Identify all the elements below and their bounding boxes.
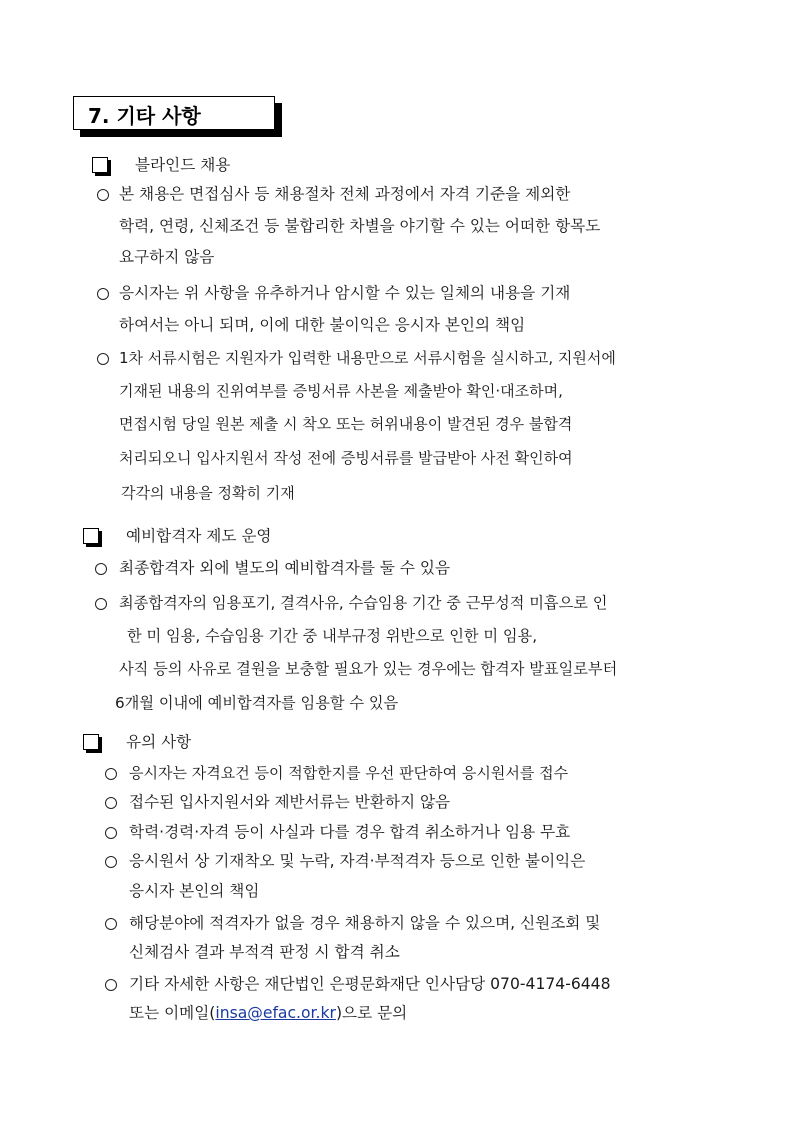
text-line: 처리되오니 입사지원서 작성 전에 증빙서류를 발급받아 사전 확인하여 (119, 449, 573, 467)
text-line: 최종합격자 외에 별도의 예비합격자를 둘 수 있음 (119, 559, 451, 577)
heading-reserve-candidates: 예비합격자 제도 운영 (126, 527, 272, 545)
heading-notes: 유의 사항 (126, 733, 192, 751)
email-link[interactable]: insa@efac.or.kr (215, 1004, 336, 1022)
text-line: 응시자 본인의 책임 (129, 882, 260, 900)
text-line: 사직 등의 사유로 결원을 보충할 필요가 있는 경우에는 합격자 발표일로부터 (119, 660, 618, 678)
circle-bullet-icon (105, 827, 117, 839)
text-line: 응시자는 위 사항을 유추하거나 암시할 수 있는 일체의 내용을 기재 (119, 284, 571, 302)
checkbox-square-icon (83, 528, 99, 544)
heading-blind-hiring: 블라인드 채용 (135, 156, 231, 174)
circle-bullet-icon (105, 856, 117, 868)
text-line: 1차 서류시험은 지원자가 입력한 내용만으로 서류시험을 실시하고, 지원서에 (119, 349, 616, 367)
circle-bullet-icon (105, 918, 117, 930)
circle-bullet-icon (95, 598, 107, 610)
circle-bullet-icon (105, 797, 117, 809)
text-line: 면접시험 당일 원본 제출 시 착오 또는 허위내용이 발견된 경우 불합격 (119, 415, 573, 433)
text-line: 최종합격자의 임용포기, 결격사유, 수습임용 기간 중 근무성적 미흡으로 인 (119, 594, 608, 612)
text-line: 각각의 내용을 정확히 기재 (121, 484, 295, 502)
checkbox-square-icon (83, 734, 99, 750)
checkbox-square-icon (92, 157, 108, 173)
section-title-box (73, 96, 275, 130)
text-line: 응시자는 자격요건 등이 적합한지를 우선 판단하여 응시원서를 접수 (129, 764, 569, 782)
circle-bullet-icon (105, 768, 117, 780)
contact-suffix: )으로 문의 (335, 1004, 408, 1022)
section-title: 7. 기타 사항 (88, 104, 201, 128)
text-line: 응시원서 상 기재착오 및 누락, 자격·부적격자 등으로 인한 불이익은 (129, 852, 586, 870)
text-line: 접수된 입사지원서와 제반서류는 반환하지 않음 (129, 793, 451, 811)
circle-bullet-icon (97, 189, 109, 201)
text-line: 6개월 이내에 예비합격자를 임용할 수 있음 (115, 694, 399, 712)
text-line: 학력, 연령, 신체조건 등 불합리한 차별을 야기할 수 있는 어떠한 항목도 (119, 217, 601, 235)
circle-bullet-icon (95, 563, 107, 575)
text-line: 본 채용은 면접심사 등 채용절차 전체 과정에서 자격 기준을 제외한 (119, 185, 571, 203)
text-line: 기타 자세한 사항은 재단법인 은평문화재단 인사담당 070-4174-6448 (129, 975, 611, 993)
circle-bullet-icon (105, 979, 117, 991)
text-line: 하여서는 아니 되며, 이에 대한 불이익은 응시자 본인의 책임 (119, 316, 526, 334)
circle-bullet-icon (97, 353, 109, 365)
contact-prefix: 또는 이메일( (129, 1004, 216, 1022)
text-line: 신체검사 결과 부적격 판정 시 합격 취소 (129, 943, 400, 961)
text-line: 학력·경력·자격 등이 사실과 다를 경우 합격 취소하거나 임용 무효 (129, 823, 571, 841)
contact-line (129, 1002, 407, 1024)
circle-bullet-icon (97, 288, 109, 300)
text-line: 기재된 내용의 진위여부를 증빙서류 사본을 제출받아 확인·대조하며, (119, 382, 563, 400)
text-line: 해당분야에 적격자가 없을 경우 채용하지 않을 수 있으며, 신원조회 및 (129, 914, 601, 932)
text-line: 요구하지 않음 (119, 248, 215, 266)
text-line: 한 미 임용, 수습임용 기간 중 내부규정 위반으로 인한 미 임용, (127, 627, 538, 645)
